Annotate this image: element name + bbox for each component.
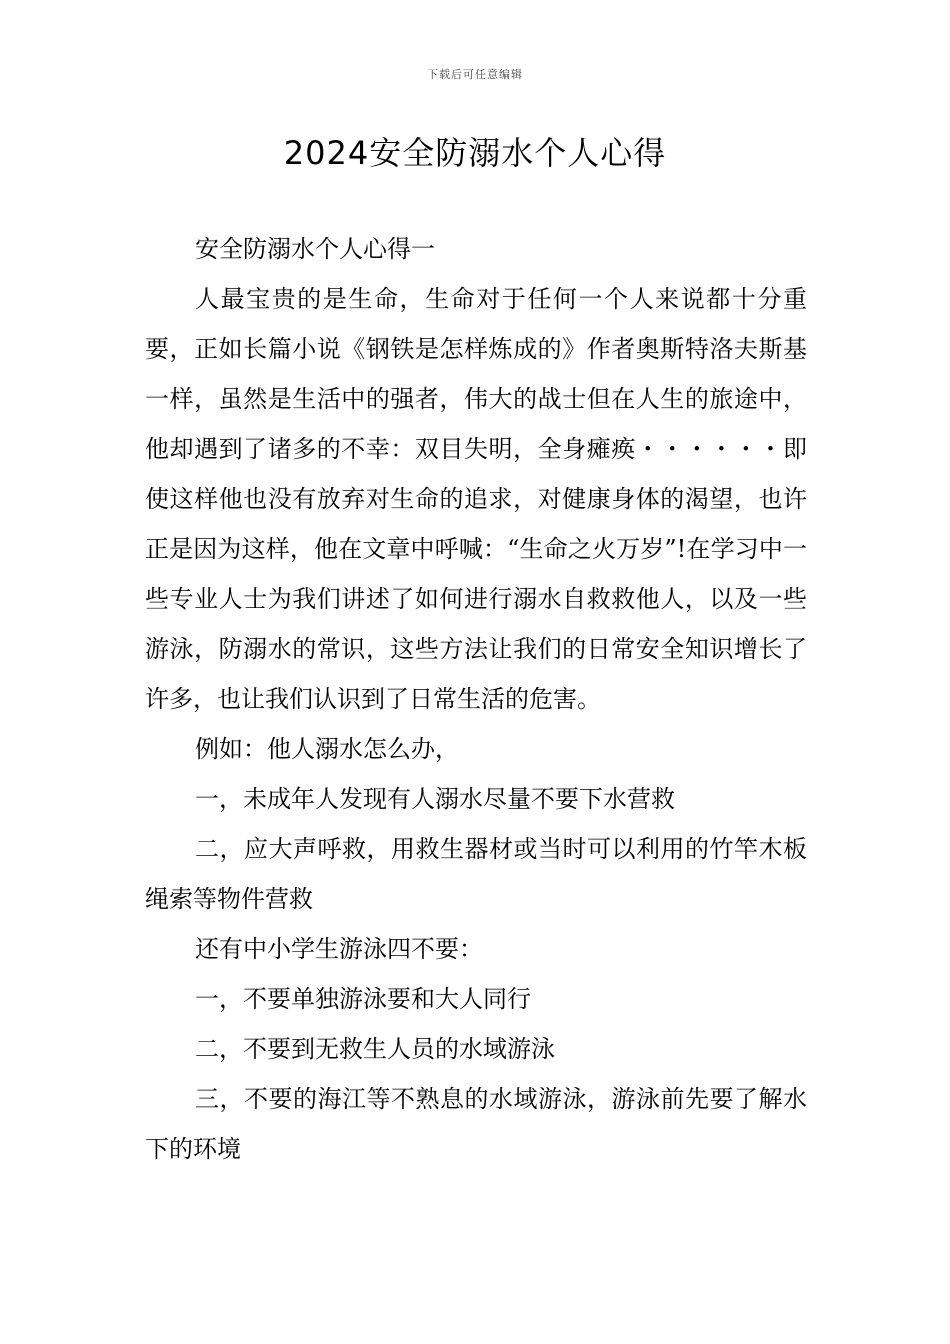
- header-note: 下载后可任意编辑: [427, 68, 523, 81]
- section-heading: 安全防溺水个人心得一: [195, 235, 435, 263]
- body-paragraph: 例如：他人溺水怎么办，: [195, 735, 459, 763]
- document-title: 2024安全防溺水个人心得: [283, 134, 667, 172]
- list-item: 三，不要的海江等不熟息的水域游泳，游泳前先要了解水下的环境: [145, 1085, 807, 1163]
- body-paragraph: 人最宝贵的是生命，生命对于任何一个人来说都十分重要，正如长篇小说《钢铁是怎样炼成的》作者奥斯特洛夫斯基一样，虽然是生活中的强者，伟大的战士但在人生的旅途中，他却遇到了诸多的不幸：双目失明，全身瘫痪・・・・・・即使这样他也没有放弃对生命的追求，对健康身体的渴望，也许正是因为这样，他在文章中呼喊：“生命之火万岁”!在学习中一些专业人士为我们讲述了如何进行溺水自救救他人，以及一些游泳，防溺水的常识，这些方法让我们的日常安全知识增长了许多，也让我们认识到了日常生活的危害。: [145, 285, 807, 713]
- list-item: 一，不要单独游泳要和大人同行: [195, 985, 531, 1013]
- body-paragraph: 还有中小学生游泳四不要：: [195, 935, 483, 963]
- list-item: 二，应大声呼救，用救生器材或当时可以利用的竹竿木板绳索等物件营救: [145, 835, 807, 913]
- document-body: [145, 224, 807, 1174]
- list-item: 二，不要到无救生人员的水域游泳: [195, 1035, 555, 1063]
- list-item: 一，未成年人发现有人溺水尽量不要下水营救: [195, 785, 675, 813]
